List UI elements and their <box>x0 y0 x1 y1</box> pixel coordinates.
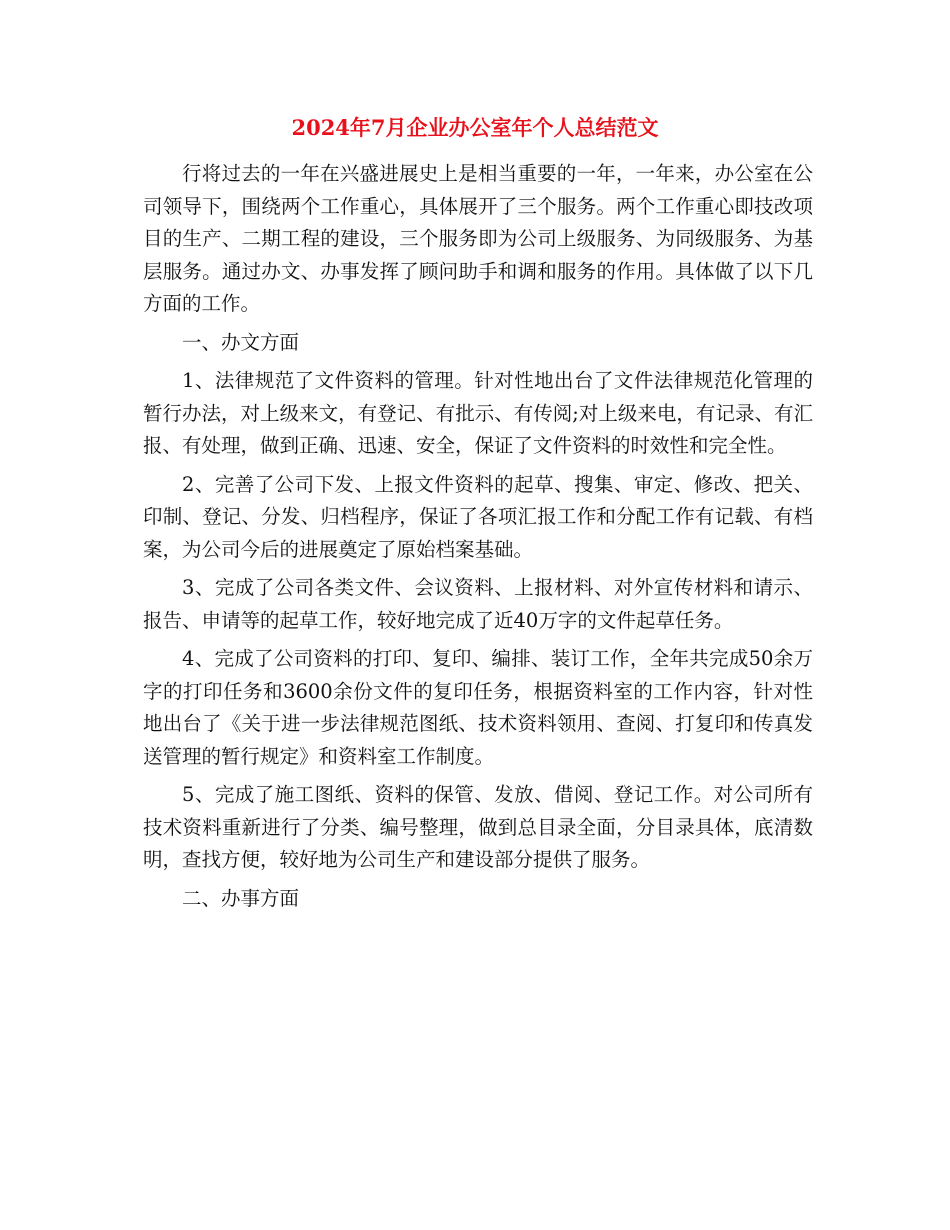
paragraph-item-3: 3、完成了公司各类文件、会议资料、上报材料、对外宣传材料和请示、报告、申请等的起草工作，较好地完成了近40万字的文件起草任务。 <box>143 576 813 632</box>
paragraph-item-1: 1、法律规范了文件资料的管理。针对性地出台了文件法律规范化管理的暂行办法，对上级来文，有登记、有批示、有传阅;对上级来电，有记录、有汇报、有处理，做到正确、迅速、安全，保证了文件资料的时效性和完全性。 <box>143 369 813 457</box>
paragraph-item-5: 5、完成了施工图纸、资料的保管、发放、借阅、登记工作。对公司所有技术资料重新进行了分类、编号整理，做到总目录全面，分目录具体，底清数明，查找方便，较好地为公司生产和建设部分提供了服务。 <box>143 783 813 871</box>
paragraph-item-2: 2、完善了公司下发、上报文件资料的起草、搜集、审定、修改、把关、印制、登记、分发、归档程序，保证了各项汇报工作和分配工作有记载、有档案，为公司今后的进展奠定了原始档案基础。 <box>143 472 813 561</box>
document-body <box>143 158 813 921</box>
paragraph-item-4: 4、完成了公司资料的打印、复印、编排、装订工作，全年共完成50余万字的打印任务和3600余份文件的复印任务，根据资料室的工作内容，针对性地出台了《关于进一步法律规范图纸、技术资料领用、查阅、打复印和传真发送管理的暂行规定》和资料室工作制度。 <box>143 647 813 768</box>
document-title: 2024年7月企业办公室年个人总结范文 <box>291 115 659 140</box>
section-heading-documents: 一、办文方面 <box>182 330 300 354</box>
section-heading-affairs: 二、办事方面 <box>182 886 300 910</box>
paragraph-intro: 行将过去的一年在兴盛进展史上是相当重要的一年，一年来，办公室在公司领导下，围绕两个工作重心，具体展开了三个服务。两个工作重心即技改项目的生产、二期工程的建设，三个服务即为公司上级服务、为同级服务、为基层服务。通过办文、办事发挥了顾问助手和调和服务的作用。具体做了以下几方面的工作。 <box>143 162 813 315</box>
